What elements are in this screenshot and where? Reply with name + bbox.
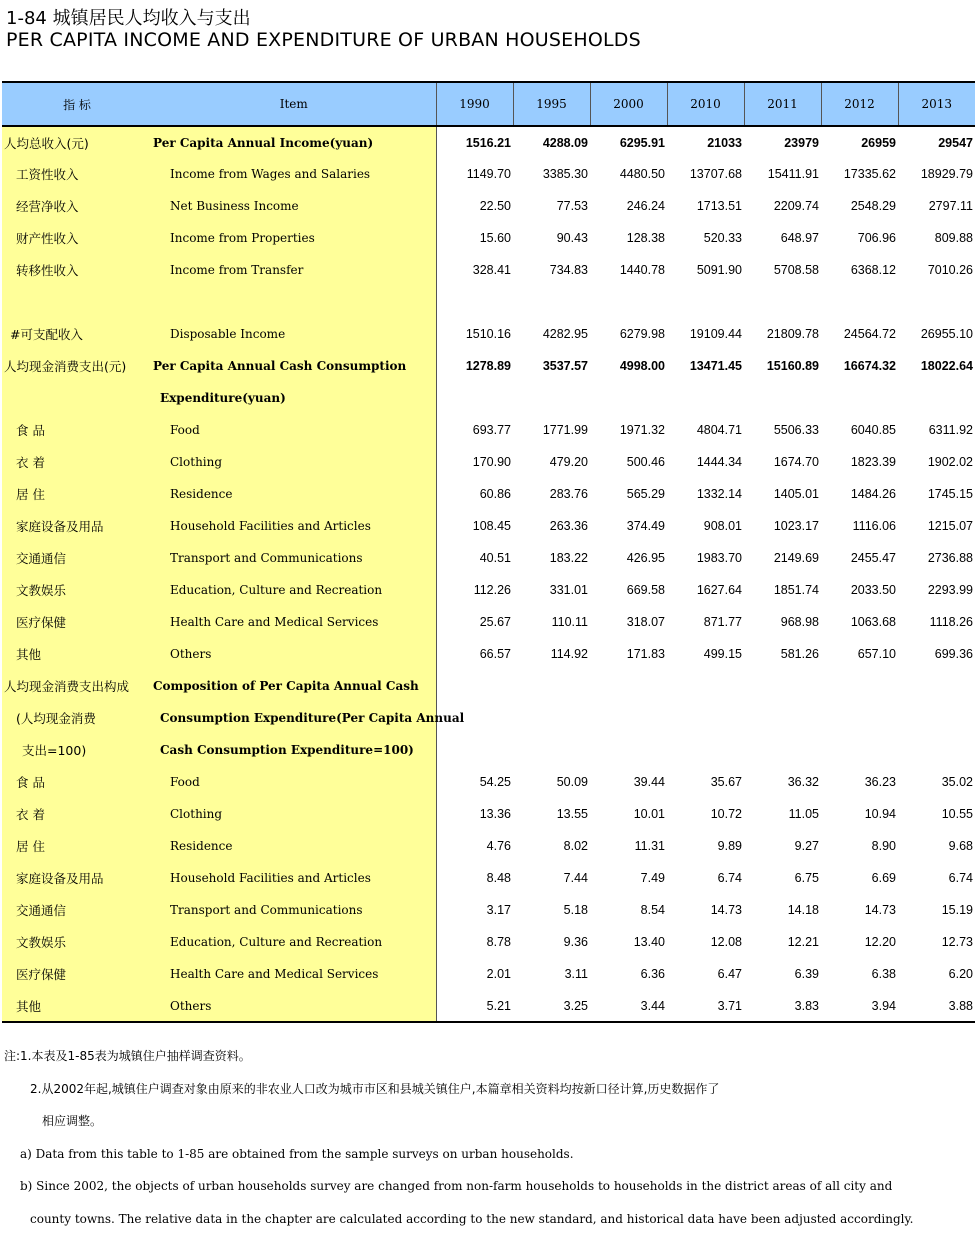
value-cell: 9.27 — [744, 830, 821, 862]
value-cell: 6.38 — [821, 958, 898, 990]
value-cell — [436, 382, 513, 414]
value-cell — [667, 286, 744, 318]
indicator-en: Clothing — [152, 798, 436, 830]
indicator-en: Education, Culture and Recreation — [152, 574, 436, 606]
note-1: 注:1.本表及1-85表为城镇住户抽样调查资料。 — [4, 1044, 974, 1077]
value-cell: 10.94 — [821, 798, 898, 830]
value-cell: 110.11 — [513, 606, 590, 638]
value-cell: 1971.32 — [590, 414, 667, 446]
value-cell: 1332.14 — [667, 478, 744, 510]
income-expenditure-table — [2, 81, 975, 1023]
value-cell: 13.55 — [513, 798, 590, 830]
table-row — [2, 670, 975, 702]
table-row — [2, 286, 975, 318]
table-row — [2, 702, 975, 734]
value-cell — [744, 382, 821, 414]
indicator-en — [152, 286, 436, 318]
indicator-en: Food — [152, 766, 436, 798]
value-cell: 581.26 — [744, 638, 821, 670]
note-a: a) Data from this table to 1-85 are obtained from the sample surveys on urban households. — [4, 1142, 974, 1175]
value-cell: 14.18 — [744, 894, 821, 926]
value-cell: 2033.50 — [821, 574, 898, 606]
value-cell: 2548.29 — [821, 190, 898, 222]
value-cell: 15.60 — [436, 222, 513, 254]
indicator-cn: 经营净收入 — [2, 190, 152, 222]
value-cell: 6368.12 — [821, 254, 898, 286]
value-cell: 283.76 — [513, 478, 590, 510]
value-cell: 2.01 — [436, 958, 513, 990]
table-row — [2, 414, 975, 446]
table-row — [2, 542, 975, 574]
indicator-cn: 食 品 — [2, 414, 152, 446]
value-cell: 14.73 — [667, 894, 744, 926]
value-cell: 60.86 — [436, 478, 513, 510]
value-cell — [513, 734, 590, 766]
indicator-cn: 财产性收入 — [2, 222, 152, 254]
value-cell: 170.90 — [436, 446, 513, 478]
value-cell — [898, 382, 975, 414]
value-cell: 3.71 — [667, 990, 744, 1022]
value-cell: 1063.68 — [821, 606, 898, 638]
header-year: 1990 — [436, 82, 513, 126]
value-cell: 1674.70 — [744, 446, 821, 478]
indicator-cn: 家庭设备及用品 — [2, 862, 152, 894]
value-cell — [898, 286, 975, 318]
value-cell: 1771.99 — [513, 414, 590, 446]
value-cell — [590, 702, 667, 734]
value-cell: 6.20 — [898, 958, 975, 990]
value-cell: 2293.99 — [898, 574, 975, 606]
indicator-cn: 居 住 — [2, 478, 152, 510]
value-cell: 10.72 — [667, 798, 744, 830]
value-cell: 908.01 — [667, 510, 744, 542]
value-cell: 6.74 — [898, 862, 975, 894]
value-cell: 13.36 — [436, 798, 513, 830]
value-cell: 3537.57 — [513, 350, 590, 382]
value-cell: 1983.70 — [667, 542, 744, 574]
value-cell: 18022.64 — [898, 350, 975, 382]
value-cell: 13707.68 — [667, 158, 744, 190]
value-cell: 2455.47 — [821, 542, 898, 574]
indicator-en: Food — [152, 414, 436, 446]
value-cell: 10.55 — [898, 798, 975, 830]
value-cell: 331.01 — [513, 574, 590, 606]
table-row — [2, 926, 975, 958]
value-cell: 1023.17 — [744, 510, 821, 542]
value-cell: 1484.26 — [821, 478, 898, 510]
value-cell: 3.11 — [513, 958, 590, 990]
value-cell: 14.73 — [821, 894, 898, 926]
indicator-en: Composition of Per Capita Annual Cash — [152, 670, 436, 702]
value-cell: 24564.72 — [821, 318, 898, 350]
value-cell: 1440.78 — [590, 254, 667, 286]
value-cell — [590, 734, 667, 766]
indicator-en: Transport and Communications — [152, 542, 436, 574]
table-row — [2, 958, 975, 990]
value-cell: 4998.00 — [590, 350, 667, 382]
value-cell — [744, 702, 821, 734]
value-cell: 6.75 — [744, 862, 821, 894]
value-cell: 6040.85 — [821, 414, 898, 446]
note-2: 2.从2002年起,城镇住户调查对象由原来的非农业人口改为城市市区和县城关镇住户,本篇章相关资料均按新口径计算,历史数据作了 — [4, 1077, 974, 1110]
value-cell: 3.83 — [744, 990, 821, 1022]
value-cell: 648.97 — [744, 222, 821, 254]
value-cell: 2736.88 — [898, 542, 975, 574]
value-cell: 4.76 — [436, 830, 513, 862]
value-cell: 263.36 — [513, 510, 590, 542]
value-cell: 8.90 — [821, 830, 898, 862]
value-cell: 6311.92 — [898, 414, 975, 446]
indicator-en: Expenditure(yuan) — [152, 382, 436, 414]
value-cell — [821, 670, 898, 702]
value-cell: 1902.02 — [898, 446, 975, 478]
value-cell: 9.89 — [667, 830, 744, 862]
value-cell — [667, 734, 744, 766]
value-cell: 871.77 — [667, 606, 744, 638]
header-year: 2012 — [821, 82, 898, 126]
table-row — [2, 126, 975, 158]
value-cell: 26959 — [821, 126, 898, 158]
value-cell: 36.32 — [744, 766, 821, 798]
table-notes — [4, 1044, 974, 1239]
value-cell: 318.07 — [590, 606, 667, 638]
value-cell: 809.88 — [898, 222, 975, 254]
value-cell — [513, 702, 590, 734]
value-cell — [744, 734, 821, 766]
value-cell: 500.46 — [590, 446, 667, 478]
table-row — [2, 158, 975, 190]
value-cell: 171.83 — [590, 638, 667, 670]
value-cell: 8.54 — [590, 894, 667, 926]
value-cell: 8.48 — [436, 862, 513, 894]
value-cell: 1116.06 — [821, 510, 898, 542]
value-cell — [744, 670, 821, 702]
value-cell — [513, 286, 590, 318]
value-cell: 12.08 — [667, 926, 744, 958]
indicator-cn: 人均现金消费支出(元) — [2, 350, 152, 382]
table-row — [2, 222, 975, 254]
value-cell: 1713.51 — [667, 190, 744, 222]
table-row — [2, 638, 975, 670]
indicator-en: Income from Transfer — [152, 254, 436, 286]
indicator-en: Others — [152, 990, 436, 1022]
value-cell: 479.20 — [513, 446, 590, 478]
value-cell: 25.67 — [436, 606, 513, 638]
indicator-cn: 居 住 — [2, 830, 152, 862]
value-cell: 11.05 — [744, 798, 821, 830]
table-row — [2, 254, 975, 286]
value-cell — [436, 734, 513, 766]
value-cell: 6.74 — [667, 862, 744, 894]
value-cell: 6.39 — [744, 958, 821, 990]
value-cell: 4288.09 — [513, 126, 590, 158]
value-cell: 12.20 — [821, 926, 898, 958]
table-row — [2, 382, 975, 414]
value-cell: 5.21 — [436, 990, 513, 1022]
value-cell: 8.78 — [436, 926, 513, 958]
indicator-en: Per Capita Annual Income(yuan) — [152, 126, 436, 158]
indicator-en: Education, Culture and Recreation — [152, 926, 436, 958]
value-cell: 1510.16 — [436, 318, 513, 350]
value-cell: 1405.01 — [744, 478, 821, 510]
value-cell: 7.49 — [590, 862, 667, 894]
value-cell: 699.36 — [898, 638, 975, 670]
table-row — [2, 798, 975, 830]
value-cell: 7010.26 — [898, 254, 975, 286]
value-cell: 10.01 — [590, 798, 667, 830]
value-cell — [821, 734, 898, 766]
page-title-en: PER CAPITA INCOME AND EXPENDITURE OF URBAN HOUSEHOLDS — [6, 29, 641, 51]
value-cell: 374.49 — [590, 510, 667, 542]
value-cell: 3.44 — [590, 990, 667, 1022]
value-cell: 9.68 — [898, 830, 975, 862]
value-cell — [513, 670, 590, 702]
table-row — [2, 894, 975, 926]
value-cell: 4480.50 — [590, 158, 667, 190]
value-cell: 706.96 — [821, 222, 898, 254]
value-cell — [667, 702, 744, 734]
indicator-en: Disposable Income — [152, 318, 436, 350]
value-cell — [590, 670, 667, 702]
value-cell: 1823.39 — [821, 446, 898, 478]
table-header-row — [2, 82, 975, 126]
indicator-en: Net Business Income — [152, 190, 436, 222]
value-cell: 2797.11 — [898, 190, 975, 222]
value-cell — [821, 702, 898, 734]
value-cell — [513, 382, 590, 414]
indicator-cn — [2, 382, 152, 414]
indicator-cn — [2, 286, 152, 318]
indicator-cn: 衣 着 — [2, 798, 152, 830]
table-row — [2, 190, 975, 222]
indicator-en: Transport and Communications — [152, 894, 436, 926]
value-cell: 18929.79 — [898, 158, 975, 190]
value-cell — [590, 382, 667, 414]
value-cell: 12.21 — [744, 926, 821, 958]
value-cell: 183.22 — [513, 542, 590, 574]
value-cell — [436, 286, 513, 318]
indicator-cn: 其他 — [2, 638, 152, 670]
indicator-cn: 医疗保健 — [2, 958, 152, 990]
indicator-cn: #可支配收入 — [2, 318, 152, 350]
value-cell: 1444.34 — [667, 446, 744, 478]
indicator-en: Health Care and Medical Services — [152, 958, 436, 990]
value-cell: 657.10 — [821, 638, 898, 670]
value-cell: 2149.69 — [744, 542, 821, 574]
value-cell: 54.25 — [436, 766, 513, 798]
value-cell: 3.88 — [898, 990, 975, 1022]
table-row — [2, 510, 975, 542]
indicator-cn: 转移性收入 — [2, 254, 152, 286]
value-cell: 108.45 — [436, 510, 513, 542]
indicator-en: Cash Consumption Expenditure=100) — [152, 734, 436, 766]
value-cell: 26955.10 — [898, 318, 975, 350]
indicator-en: Household Facilities and Articles — [152, 510, 436, 542]
table-row — [2, 862, 975, 894]
header-indicator: 指 标 — [2, 82, 152, 126]
value-cell: 6.47 — [667, 958, 744, 990]
value-cell: 6.69 — [821, 862, 898, 894]
value-cell: 39.44 — [590, 766, 667, 798]
value-cell: 22.50 — [436, 190, 513, 222]
value-cell: 1278.89 — [436, 350, 513, 382]
indicator-cn: 人均总收入(元) — [2, 126, 152, 158]
value-cell: 1149.70 — [436, 158, 513, 190]
value-cell: 21809.78 — [744, 318, 821, 350]
value-cell: 29547 — [898, 126, 975, 158]
note-2-cont: 相应调整。 — [4, 1109, 974, 1142]
value-cell: 5.18 — [513, 894, 590, 926]
value-cell: 1745.15 — [898, 478, 975, 510]
indicator-cn: 医疗保健 — [2, 606, 152, 638]
value-cell: 3.25 — [513, 990, 590, 1022]
indicator-en: Clothing — [152, 446, 436, 478]
indicator-cn: 文教娱乐 — [2, 574, 152, 606]
value-cell: 4804.71 — [667, 414, 744, 446]
value-cell: 669.58 — [590, 574, 667, 606]
table-row — [2, 350, 975, 382]
indicator-en: Residence — [152, 478, 436, 510]
table-row — [2, 574, 975, 606]
value-cell: 66.57 — [436, 638, 513, 670]
value-cell: 35.67 — [667, 766, 744, 798]
value-cell: 5091.90 — [667, 254, 744, 286]
value-cell: 19109.44 — [667, 318, 744, 350]
table-row — [2, 990, 975, 1022]
indicator-en: Income from Wages and Salaries — [152, 158, 436, 190]
value-cell — [590, 286, 667, 318]
value-cell: 16674.32 — [821, 350, 898, 382]
value-cell: 1516.21 — [436, 126, 513, 158]
value-cell: 565.29 — [590, 478, 667, 510]
value-cell: 17335.62 — [821, 158, 898, 190]
value-cell: 35.02 — [898, 766, 975, 798]
value-cell: 5708.58 — [744, 254, 821, 286]
value-cell: 40.51 — [436, 542, 513, 574]
indicator-en: Residence — [152, 830, 436, 862]
header-year: 2000 — [590, 82, 667, 126]
value-cell: 6279.98 — [590, 318, 667, 350]
value-cell: 3.17 — [436, 894, 513, 926]
value-cell: 5506.33 — [744, 414, 821, 446]
value-cell: 11.31 — [590, 830, 667, 862]
indicator-cn: 衣 着 — [2, 446, 152, 478]
value-cell: 15411.91 — [744, 158, 821, 190]
header-year: 2010 — [667, 82, 744, 126]
value-cell — [821, 286, 898, 318]
indicator-cn: 其他 — [2, 990, 152, 1022]
value-cell: 8.02 — [513, 830, 590, 862]
note-b-cont: county towns. The relative data in the chapter are calculated according to the new standard, and historical data have been adjusted accordingly. — [4, 1207, 974, 1239]
header-year: 2011 — [744, 82, 821, 126]
value-cell: 1627.64 — [667, 574, 744, 606]
value-cell: 13.40 — [590, 926, 667, 958]
value-cell — [821, 382, 898, 414]
page-title-cn: 1-84 城镇居民人均收入与支出 — [6, 4, 251, 30]
indicator-cn: 交通通信 — [2, 542, 152, 574]
value-cell — [898, 670, 975, 702]
value-cell: 1118.26 — [898, 606, 975, 638]
value-cell: 1215.07 — [898, 510, 975, 542]
indicator-cn: 文教娱乐 — [2, 926, 152, 958]
header-item: Item — [152, 82, 436, 126]
value-cell: 23979 — [744, 126, 821, 158]
value-cell — [898, 734, 975, 766]
indicator-en: Others — [152, 638, 436, 670]
value-cell: 693.77 — [436, 414, 513, 446]
value-cell: 3385.30 — [513, 158, 590, 190]
table-row — [2, 606, 975, 638]
value-cell: 21033 — [667, 126, 744, 158]
value-cell: 426.95 — [590, 542, 667, 574]
indicator-cn: (人均现金消费 — [2, 702, 152, 734]
value-cell: 246.24 — [590, 190, 667, 222]
value-cell: 734.83 — [513, 254, 590, 286]
value-cell: 114.92 — [513, 638, 590, 670]
value-cell: 3.94 — [821, 990, 898, 1022]
table-row — [2, 766, 975, 798]
indicator-cn: 支出=100) — [2, 734, 152, 766]
indicator-cn: 工资性收入 — [2, 158, 152, 190]
value-cell: 15160.89 — [744, 350, 821, 382]
value-cell — [667, 382, 744, 414]
note-b: b) Since 2002, the objects of urban households survey are changed from non-farm households to households in the district areas of all city and — [4, 1174, 974, 1207]
table-row — [2, 318, 975, 350]
value-cell: 7.44 — [513, 862, 590, 894]
indicator-en: Consumption Expenditure(Per Capita Annual — [152, 702, 436, 734]
indicator-en: Income from Properties — [152, 222, 436, 254]
table-row — [2, 478, 975, 510]
indicator-cn: 家庭设备及用品 — [2, 510, 152, 542]
value-cell: 77.53 — [513, 190, 590, 222]
value-cell: 6.36 — [590, 958, 667, 990]
value-cell: 15.19 — [898, 894, 975, 926]
indicator-en: Health Care and Medical Services — [152, 606, 436, 638]
table-row — [2, 446, 975, 478]
indicator-en: Household Facilities and Articles — [152, 862, 436, 894]
value-cell: 4282.95 — [513, 318, 590, 350]
value-cell: 13471.45 — [667, 350, 744, 382]
header-year: 1995 — [513, 82, 590, 126]
value-cell: 9.36 — [513, 926, 590, 958]
table-row — [2, 734, 975, 766]
value-cell: 36.23 — [821, 766, 898, 798]
value-cell: 520.33 — [667, 222, 744, 254]
indicator-cn: 交通通信 — [2, 894, 152, 926]
header-year: 2013 — [898, 82, 975, 126]
value-cell: 968.98 — [744, 606, 821, 638]
value-cell: 6295.91 — [590, 126, 667, 158]
indicator-cn: 食 品 — [2, 766, 152, 798]
value-cell: 90.43 — [513, 222, 590, 254]
value-cell: 1851.74 — [744, 574, 821, 606]
value-cell: 12.73 — [898, 926, 975, 958]
value-cell: 128.38 — [590, 222, 667, 254]
indicator-en: Per Capita Annual Cash Consumption — [152, 350, 436, 382]
value-cell: 328.41 — [436, 254, 513, 286]
value-cell: 112.26 — [436, 574, 513, 606]
value-cell — [436, 670, 513, 702]
value-cell — [667, 670, 744, 702]
value-cell: 50.09 — [513, 766, 590, 798]
value-cell — [898, 702, 975, 734]
value-cell: 499.15 — [667, 638, 744, 670]
value-cell: 2209.74 — [744, 190, 821, 222]
value-cell — [744, 286, 821, 318]
indicator-cn: 人均现金消费支出构成 — [2, 670, 152, 702]
table-row — [2, 830, 975, 862]
